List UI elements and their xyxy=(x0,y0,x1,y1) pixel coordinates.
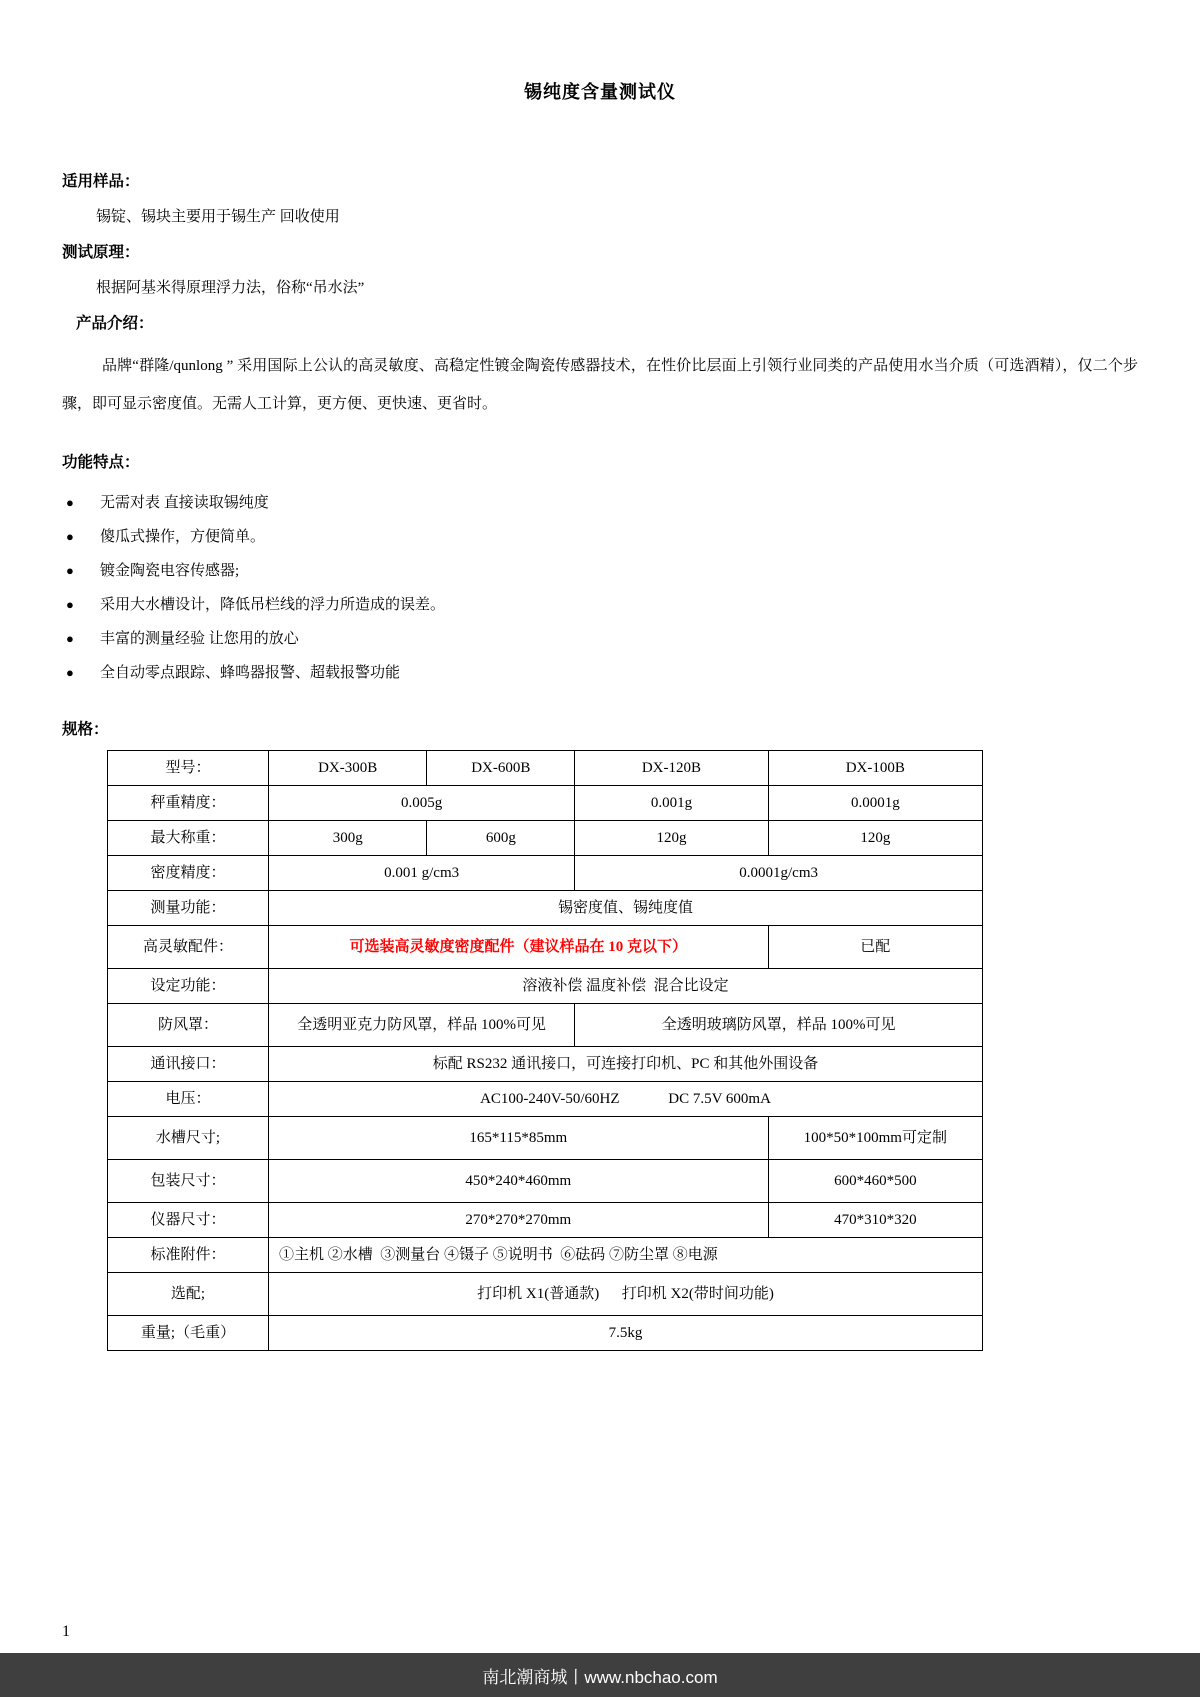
table-row-max-capacity xyxy=(108,821,983,856)
table-row-comm-interface xyxy=(108,1047,983,1082)
list-item xyxy=(62,622,1138,656)
heading-principle: 测试原理： xyxy=(62,244,140,261)
spec-label: 型号： xyxy=(108,751,269,786)
feature-text: 采用大水槽设计，降低吊栏线的浮力所造成的误差。 xyxy=(100,597,446,613)
heading-intro: 产品介绍： xyxy=(76,315,154,332)
feature-text: 傻瓜式操作，方便简单。 xyxy=(100,529,266,545)
table-row-sensitive-accessory xyxy=(108,926,983,969)
heading-samples: 适用样品： xyxy=(62,173,140,190)
bullet-icon: ● xyxy=(66,631,74,646)
table-row-package-size xyxy=(108,1160,983,1203)
spec-label: 水槽尺寸; xyxy=(108,1117,269,1160)
heading-specs: 规格： xyxy=(62,721,109,738)
spec-cell: ①主机 ②水槽 ③测量台 ④镊子 ⑤说明书 ⑥砝码 ⑦防尘罩 ⑧电源 xyxy=(269,1238,983,1273)
table-row-weighing-precision xyxy=(108,786,983,821)
spec-label: 最大称重： xyxy=(108,821,269,856)
table-row-optional xyxy=(108,1273,983,1316)
body-samples: 锡锭、锡块主要用于锡生产 回收使用 xyxy=(96,209,340,225)
heading-features: 功能特点： xyxy=(62,454,140,471)
table-row-weight xyxy=(108,1316,983,1351)
page-number: 1 xyxy=(62,1623,70,1640)
spec-cell: 溶液补偿 温度补偿 混合比设定 xyxy=(269,969,983,1004)
spec-cell: 0.0001g/cm3 xyxy=(575,856,983,891)
spec-label: 电压： xyxy=(108,1082,269,1117)
table-row-standard-accessories xyxy=(108,1238,983,1273)
body-intro: 品牌“群隆/qunlong ” 采用国际上公认的高灵敏度、高稳定性镀金陶瓷传感器技术，在性价比层面上引领行业同类的产品使用水当介质（可选酒精），仅二个步骤，即可显示密度值。无需人工计算，更方便、更快速、更省时。 xyxy=(62,358,1138,412)
feature-list xyxy=(62,486,1138,690)
spec-cell: 300g xyxy=(269,821,427,856)
feature-text: 全自动零点跟踪、蜂鸣器报警、超载报警功能 xyxy=(100,665,401,681)
table-row-model xyxy=(108,751,983,786)
spec-label: 秤重精度： xyxy=(108,786,269,821)
list-item xyxy=(62,656,1138,690)
page-title: 锡纯度含量测试仪 xyxy=(524,82,676,102)
spec-cell: 120g xyxy=(575,821,768,856)
table-row-instrument-size xyxy=(108,1203,983,1238)
spec-cell: DX-300B xyxy=(269,751,427,786)
bullet-icon: ● xyxy=(66,529,74,544)
spec-cell: 600g xyxy=(427,821,575,856)
spec-label: 测量功能： xyxy=(108,891,269,926)
feature-text: 丰富的测量经验 让您用的放心 xyxy=(100,631,299,647)
list-item xyxy=(62,554,1138,588)
spec-cell: 165*115*85mm xyxy=(269,1117,769,1160)
spec-cell: 锡密度值、锡纯度值 xyxy=(269,891,983,926)
spec-cell: 0.005g xyxy=(269,786,575,821)
spec-cell: DX-120B xyxy=(575,751,768,786)
bullet-icon: ● xyxy=(66,495,74,510)
bullet-icon: ● xyxy=(66,665,74,680)
spec-cell: 270*270*270mm xyxy=(269,1203,769,1238)
spec-cell: 450*240*460mm xyxy=(269,1160,769,1203)
spec-label: 标准附件： xyxy=(108,1238,269,1273)
spec-cell: 100*50*100mm可定制 xyxy=(768,1117,982,1160)
bullet-icon: ● xyxy=(66,563,74,578)
spec-label: 仪器尺寸： xyxy=(108,1203,269,1238)
spec-cell: 0.001g xyxy=(575,786,768,821)
spec-label: 高灵敏配件： xyxy=(108,926,269,969)
list-item xyxy=(62,588,1138,622)
spec-label: 密度精度： xyxy=(108,856,269,891)
spec-label: 包装尺寸： xyxy=(108,1160,269,1203)
spec-cell: 打印机 X1(普通款) 打印机 X2(带时间功能) xyxy=(269,1273,983,1316)
table-row-tank-size xyxy=(108,1117,983,1160)
spec-label: 通讯接口： xyxy=(108,1047,269,1082)
spec-label: 设定功能： xyxy=(108,969,269,1004)
bullet-icon: ● xyxy=(66,597,74,612)
spec-cell: 7.5kg xyxy=(269,1316,983,1351)
spec-cell: AC100-240V-50/60HZ DC 7.5V 600mA xyxy=(269,1082,983,1117)
table-row-windshield xyxy=(108,1004,983,1047)
spec-cell: 全透明亚克力防风罩，样品 100%可见 xyxy=(269,1004,575,1047)
table-row-measure-function xyxy=(108,891,983,926)
feature-text: 镀金陶瓷电容传感器; xyxy=(100,563,240,579)
spec-cell: 标配 RS232 通讯接口，可连接打印机、PC 和其他外围设备 xyxy=(269,1047,983,1082)
list-item xyxy=(62,520,1138,554)
spec-cell: 0.001 g/cm3 xyxy=(269,856,575,891)
spec-label: 选配; xyxy=(108,1273,269,1316)
spec-cell: 已配 xyxy=(768,926,982,969)
body-principle: 根据阿基米得原理浮力法，俗称“吊水法” xyxy=(96,280,365,296)
table-row-density-precision xyxy=(108,856,983,891)
spec-cell: 全透明玻璃防风罩，样品 100%可见 xyxy=(575,1004,983,1047)
spec-cell: 470*310*320 xyxy=(768,1203,982,1238)
footer-text: 南北潮商城丨www.nbchao.com xyxy=(482,1667,718,1687)
spec-cell: 0.0001g xyxy=(768,786,982,821)
table-row-setting-function xyxy=(108,969,983,1004)
footer-bar xyxy=(0,1653,1200,1697)
spec-label: 防风罩： xyxy=(108,1004,269,1047)
feature-text: 无需对表 直接读取锡纯度 xyxy=(100,495,269,511)
list-item xyxy=(62,486,1138,520)
spec-cell: DX-600B xyxy=(427,751,575,786)
spec-cell-highlight: 可选装高灵敏度密度配件（建议样品在 10 克以下） xyxy=(269,926,769,969)
specs-table xyxy=(107,750,983,1351)
spec-cell: 120g xyxy=(768,821,982,856)
table-row-voltage xyxy=(108,1082,983,1117)
spec-cell: DX-100B xyxy=(768,751,982,786)
spec-cell: 600*460*500 xyxy=(768,1160,982,1203)
spec-label: 重量;（毛重） xyxy=(108,1316,269,1351)
